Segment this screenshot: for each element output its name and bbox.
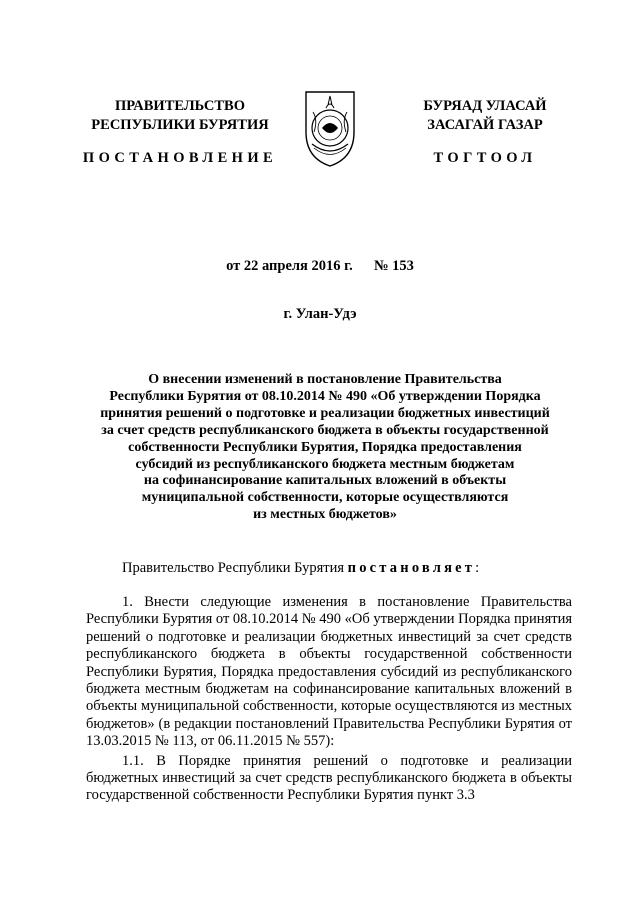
document-title (75, 372, 575, 524)
title-line: Республики Бурятия от 08.10.2014 № 490 «Об утверждении Порядка (109, 388, 541, 404)
decree-prefix: Правительство Республики Бурятия (122, 560, 348, 576)
document-date: от 22 апреля 2016 г. (226, 258, 353, 274)
left-organization-name (75, 97, 285, 135)
decree-verb: постановляет (347, 560, 476, 576)
right-org-line-2: ЗАСАГАЙ ГАЗАР (427, 117, 543, 133)
decree-statement (122, 560, 479, 577)
title-line: О внесении изменений в постановление Правительства (148, 372, 502, 387)
body-paragraph-2: 1.1. В Порядке принятия решений о подготовке и реализации бюджетных инвестиций за счет средств республиканского бюджета в объекты государственной собственности Республики Бурятия пункт 3.3 (86, 752, 572, 804)
right-document-type: ТОГТООЛ (433, 150, 537, 166)
decree-suffix: : (475, 560, 480, 576)
document-body (86, 594, 572, 805)
title-line: муниципальной собственности, которые осуществляются (141, 490, 509, 506)
title-line: принятия решений о подготовке и реализации бюджетных инвестиций (100, 405, 550, 421)
title-line: собственности Республики Бурятия, Порядка предоставления (128, 439, 522, 455)
left-org-line-1: ПРАВИТЕЛЬСТВО (115, 98, 245, 114)
title-line: за счет средств республиканского бюджета в объекты государственной (101, 422, 549, 438)
document-city: г. Улан-Удэ (283, 306, 357, 322)
right-org-line-1: БУРЯАД УЛАСАЙ (423, 98, 547, 114)
document-number: № 153 (373, 258, 414, 274)
left-org-line-2: РЕСПУБЛИКИ БУРЯТИЯ (91, 117, 269, 133)
body-paragraph-1: 1. Внести следующие изменения в постановление Правительства Республики Бурятия от 08.10.2014 № 490 «Об утверждении Порядка принятия решений о подготовке и реализации бюджетных инвестиций за счет средств республиканского бюджета в объекты государственной собственности Республики Бурятия, Порядка предоставления субсидий из республиканского бюджета местным бюджетам на софинансирование капитальных вложений в объекты муниципальной собственности, которые осуществляются из местных бюджетов» (в редакции постановлений Правительства Республики Бурятия от 13.03.2015 № 113, от 06.11.2015 № 557): (86, 594, 572, 750)
document-date-number (0, 258, 640, 275)
title-line: на софинансирование капитальных вложений в объекты (143, 473, 507, 489)
coat-of-arms-icon (300, 88, 360, 168)
right-organization-name (390, 97, 580, 135)
title-line: из местных бюджетов» (253, 507, 397, 523)
title-line: субсидий из республиканского бюджета местным бюджетам (135, 456, 515, 472)
left-document-type: ПОСТАНОВЛЕНИЕ (82, 150, 278, 166)
